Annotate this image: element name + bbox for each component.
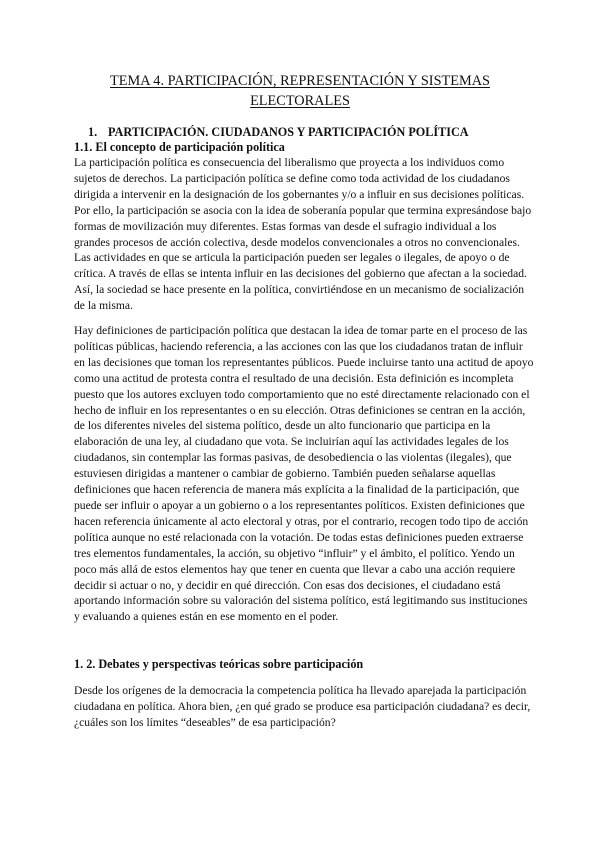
section-number: 1. [88,125,98,139]
subsection-heading-1-1: 1.1. El concepto de participación política [74,140,285,154]
paragraph-participation-definition: La participación política es consecuencia del liberalismo que proyecta a los individuos como sujetos de derechos. La participación política se define como toda actividad de los ciudadanos dirigida a intervenir en la designación de los gobernantes y/o a influir en sus decisiones políticas. Por ello, la participación se asocia con la idea de soberanía popular que termina expresándose bajo formas de movilización muy diferentes. Estas formas van desde el sufragio individual a los grandes procesos de acción colectiva, desde modelos convencionales a otros no convencionales. Las actividades en que se articula la participación pueden ser legales o ilegales, de apoyo o de crítica. A través de ellas se intenta influir en las decisiones del gobierno que afectan a la sociedad. Así, la sociedad se hace presente en la política, convirtiéndose en un mecanismo de socialización de la misma. [74,156,532,313]
paragraph-definitions-overview: Hay definiciones de participación política que destacan la idea de tomar parte en el proceso de las políticas públicas, haciendo referencia, a las acciones con las que los ciudadanos tratan de influir en las decisiones que toman los representantes públicos. Puede incluirse tanto una actitud de apoyo como una actitud de protesta contra el resultado de una decisión. Esta definición es incompleta puesto que los autores excluyen todo comportamiento que no esté directamente relacionado con el hecho de influir en los representantes o en su elección. Otras definiciones se centran en la acción, de los diferentes niveles del sistema político, desde un alto funcionario que participa en la elaboración de una ley, al ciudadano que vota. Se incluirían aquí las actividades legales de los ciudadanos, sin contemplar las formas pasivas, de desobediencia o las violentas (ilegales), que estuviesen dirigidas a mantener o cambiar de gobierno. También pueden señalarse aquellas definiciones que hacen referencia de manera más explícita a la finalidad de la participación, que puede ser influir o apoyar a un gobierno o a los representantes políticos. Existen definiciones que hacen referencia únicamente al acto electoral y otras, por el contrario, recogen todo tipo de acción política aunque no esté relacionada con la votación. De todas estas definiciones pueden extraerse tres elementos fundamentales, la acción, su objetivo “influir” y el ámbito, el político. Yendo un poco más allá de estos elementos hay que tener en cuenta que llevar a cabo una acción requiere decidir si actuar o no, y decidir en qué dirección. Con esas dos decisiones, el ciudadano está aportando información sobre su valoración del sistema político, está legitimando sus instituciones y evaluando a quienes están en ese momento en el poder. [74,324,534,624]
subsection-heading-1-2: 1. 2. Debates y perspectivas teóricas sobre participación [74,657,364,671]
document-title: TEMA 4. PARTICIPACIÓN, REPRESENTACIÓN Y SISTEMAS ELECTORALES [110,73,490,109]
section-heading [88,125,558,139]
paragraph-democracy-origins: Desde los orígenes de la democracia la competencia política ha llevado aparejada la participación ciudadana en política. Ahora bien, ¿en qué grado se produce esa participación ciudadana? es decir, ¿cuáles son los límites “deseables” de esa participación? [74,684,531,729]
section-heading-text: PARTICIPACIÓN. CIUDADANOS Y PARTICIPACIÓN POLÍTICA [108,125,469,139]
